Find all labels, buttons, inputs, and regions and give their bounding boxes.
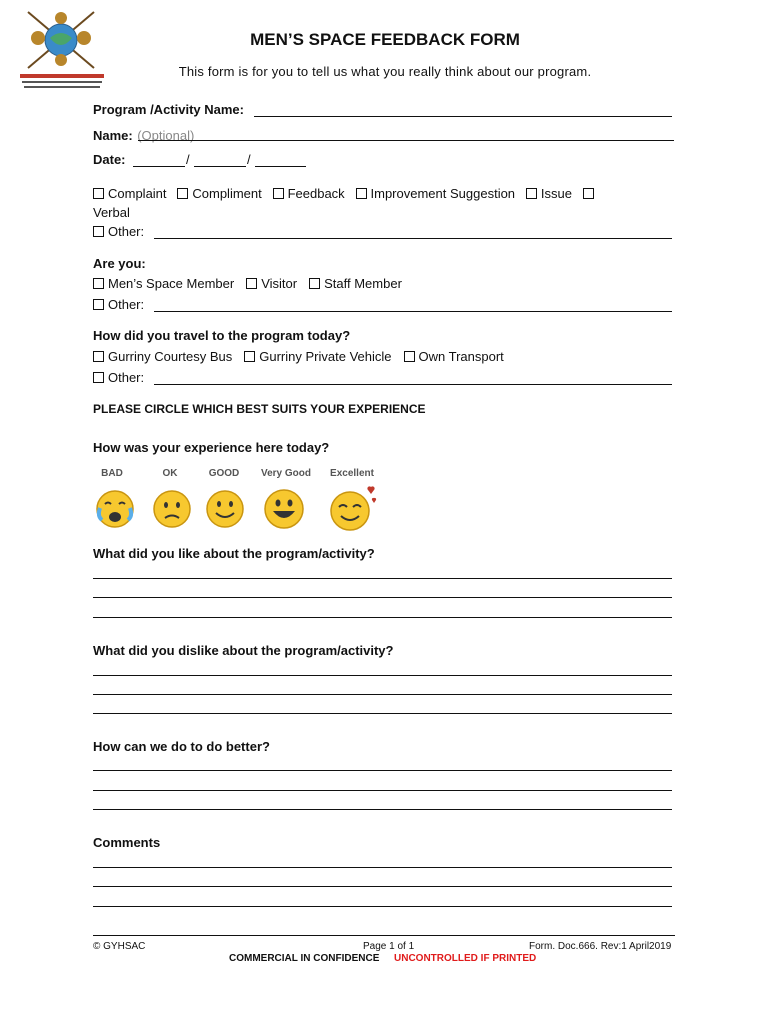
footer-doc-ref: Form. Doc.666. Rev:1 April2019	[529, 941, 672, 952]
better-answer-line[interactable]	[93, 790, 672, 791]
better-answer-line[interactable]	[93, 809, 672, 810]
rating-label-excellent: Excellent	[330, 468, 374, 479]
program-input[interactable]	[254, 116, 672, 117]
are-you-other-option[interactable]: Other:	[93, 297, 144, 312]
disliked-question: What did you dislike about the program/activity?	[93, 643, 394, 658]
comments-heading: Comments	[93, 835, 161, 850]
checkbox-issue[interactable]: Issue	[526, 186, 572, 201]
rating-label-very-good: Very Good	[260, 468, 311, 479]
name-input[interactable]	[138, 140, 674, 141]
date-month-input[interactable]	[194, 166, 246, 167]
are-you-heading: Are you:	[93, 256, 146, 271]
verbal-label: Verbal	[93, 205, 130, 220]
checkbox-complaint[interactable]: Complaint	[93, 186, 167, 201]
disliked-answer-line[interactable]	[93, 713, 672, 714]
travel-heading: How did you travel to the program today?	[93, 328, 351, 343]
name-label: Name:	[93, 127, 133, 143]
program-field	[93, 102, 244, 117]
liked-answer-line[interactable]	[93, 617, 672, 618]
disliked-answer-line[interactable]	[93, 694, 672, 695]
liked-answer-line[interactable]	[93, 578, 672, 579]
love-face-icon[interactable]	[326, 480, 382, 537]
smile-face-icon[interactable]	[204, 488, 246, 535]
checkbox-own-transport[interactable]: Own Transport	[404, 349, 504, 364]
date-day-input[interactable]	[133, 166, 185, 167]
sad-face-icon[interactable]	[151, 488, 193, 535]
checkbox-compliment[interactable]: Compliment	[177, 186, 261, 201]
footer-uncontrolled: UNCONTROLLED IF PRINTED	[394, 953, 537, 964]
checkbox-courtesy-bus[interactable]: Gurriny Courtesy Bus	[93, 349, 232, 364]
date-separator: /	[247, 152, 251, 167]
experience-heading: How was your experience here today?	[93, 440, 330, 455]
checkbox-improvement[interactable]: Improvement Suggestion	[356, 186, 516, 201]
date-separator: /	[186, 152, 190, 167]
checkbox-verbal[interactable]	[583, 186, 598, 201]
checkbox-staff-member[interactable]: Staff Member	[309, 276, 402, 291]
date-year-input[interactable]	[255, 166, 306, 167]
circle-instruction: PLEASE CIRCLE WHICH BEST SUITS YOUR EXPERIENCE	[93, 402, 426, 416]
disliked-answer-line[interactable]	[93, 675, 672, 676]
form-title: MEN’S SPACE FEEDBACK FORM	[250, 30, 520, 49]
comments-answer-line[interactable]	[93, 886, 672, 887]
type-other-input[interactable]	[154, 238, 672, 239]
liked-answer-line[interactable]	[93, 597, 672, 598]
type-other-option[interactable]: Other:	[93, 224, 144, 239]
are-you-options	[93, 276, 414, 291]
comments-answer-line[interactable]	[93, 867, 672, 868]
better-question: How can we do to do better?	[93, 739, 270, 754]
better-answer-line[interactable]	[93, 770, 672, 771]
travel-other-input[interactable]	[154, 384, 672, 385]
grin-face-icon[interactable]	[262, 488, 306, 535]
liked-question: What did you like about the program/activity?	[93, 546, 375, 561]
organisation-logo	[20, 8, 112, 92]
checkbox-mens-space-member[interactable]: Men’s Space Member	[93, 276, 234, 291]
rating-label-ok: OK	[162, 468, 178, 479]
travel-options	[93, 349, 516, 364]
footer-confidence: COMMERCIAL IN CONFIDENCE	[229, 953, 380, 964]
name-optional-hint: (Optional)	[137, 127, 195, 143]
checkbox-private-vehicle[interactable]: Gurriny Private Vehicle	[244, 349, 391, 364]
footer-copyright: © GYHSAC	[93, 941, 146, 952]
form-subtitle: This form is for you to tell us what you really think about our program.	[178, 64, 592, 79]
date-field	[93, 152, 126, 167]
checkbox-feedback[interactable]: Feedback	[273, 186, 345, 201]
footer-page-number: Page 1 of 1	[363, 941, 415, 952]
rating-label-good: GOOD	[208, 468, 240, 479]
are-you-other-input[interactable]	[154, 311, 672, 312]
travel-other-option[interactable]: Other:	[93, 370, 144, 385]
checkbox-visitor[interactable]: Visitor	[246, 276, 297, 291]
program-label: Program /Activity Name:	[93, 102, 244, 117]
crying-face-icon[interactable]	[94, 488, 136, 535]
date-label: Date:	[93, 152, 126, 167]
comments-answer-line[interactable]	[93, 906, 672, 907]
footer-divider	[93, 935, 675, 936]
rating-label-bad: BAD	[101, 468, 123, 479]
name-field	[93, 126, 194, 144]
feedback-type-group	[93, 184, 683, 222]
